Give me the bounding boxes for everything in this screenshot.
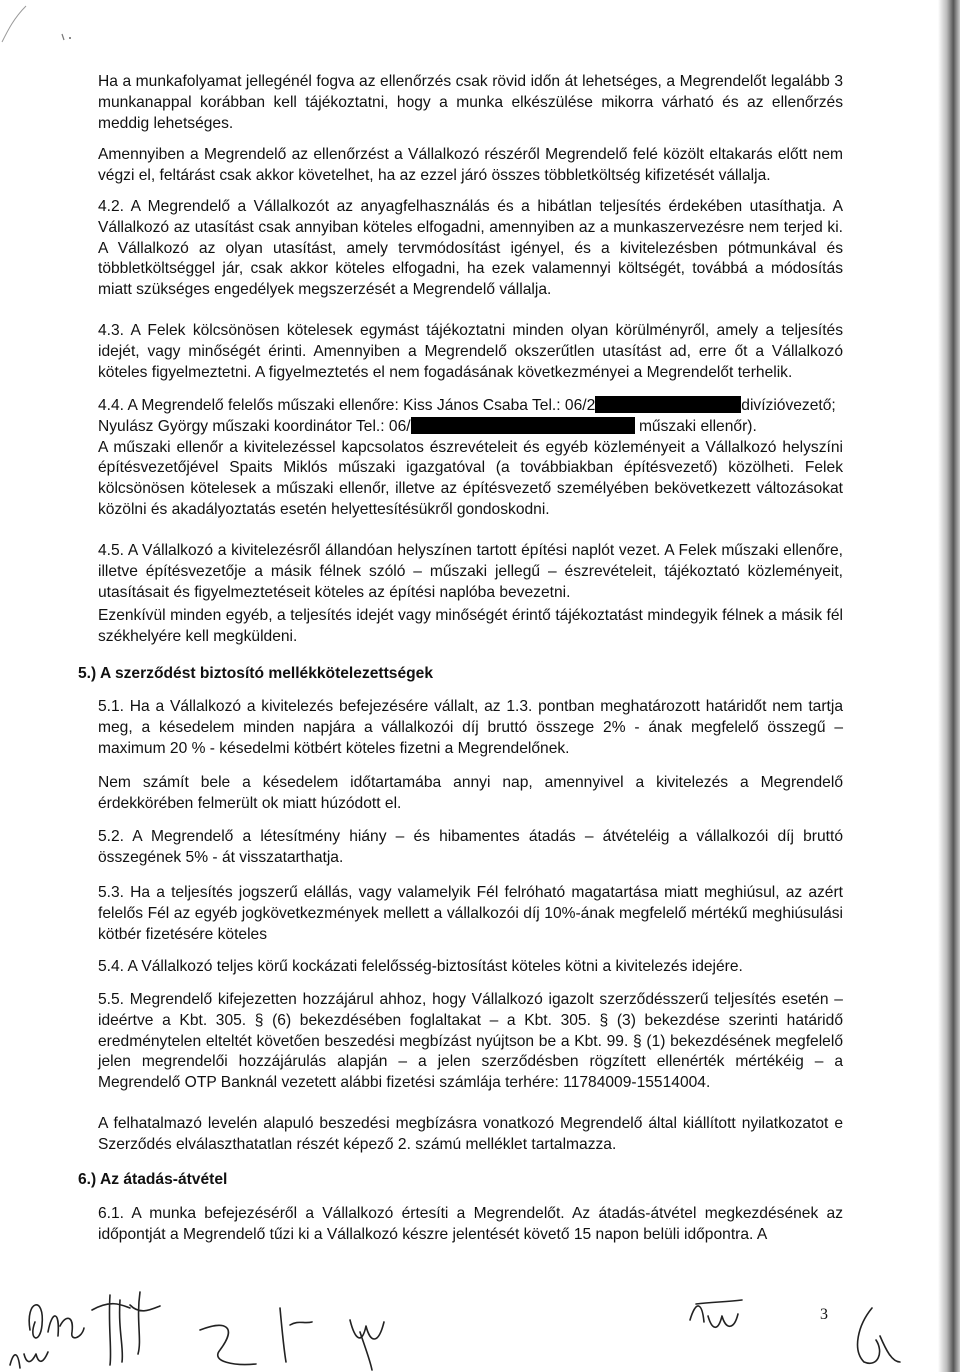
p44-text-5: A műszaki ellenőr a kivitelezéssel kapcsolatos észrevételeit és egyéb közleményeit a Vállalkozó helyszíni építésvezetőjével Spaits Miklós műszaki igazgatóval (a továbbiakban építésvezető) közölheti. Felek kölcsönösen kötelesek a műszaki ellenőr, illetve az építésvezető személyében bekövetkezett változásokat közölni és akadályoztatás esetén helyettesítésükről gondoskodni. xyxy=(98,438,843,518)
signatures-image xyxy=(0,1270,960,1372)
paragraph-5-5: 5.5. Megrendelő kifejezetten hozzájárul ahhoz, hogy Vállalkozó igazolt szerződésszerű teljesítés esetén – ideértve a Kbt. 305. § (6) bekezdésében foglaltakat – a Kbt. 305. § (3) bekezdése szerinti határidő eredménytelen elteltét követően beszedési megbízást nyújtson be a Kbt. 99. § (1) bekezdésének megfelelő jelen megrendelői hozzájárulás alapján – a jelen szerződésben rögzített ellenérték mértékéig – a Megrendelő OTP Banknál vezetett alábbi fizetési számlája terhére: 11784009-15514004. xyxy=(98,991,843,1092)
p44-text-2: divízióvezető; xyxy=(741,397,836,414)
redacted-phone-2 xyxy=(411,417,635,434)
p44-text-4: műszaki ellenőr). xyxy=(638,417,757,435)
paragraph-5-2: 5.2. A Megrendelő a létesítmény hiány – és hibamentes átadás – átvételéig a vállalkozói díj bruttó összegének 5% - át visszatarthatja. xyxy=(98,828,843,866)
section-6-heading: 6.) Az átadás-átvétel xyxy=(78,1171,228,1188)
page-number: 3 xyxy=(820,1306,828,1323)
redacted-phone-1 xyxy=(595,396,741,413)
paragraph-4-5: 4.5. A Vállalkozó a kivitelezésről állandóan helyszínen tartott építési naplót vezet. A Felek műszaki ellenőre, illetve építésvezetője a másik félnek szóló – műszaki jellegű – észrevételeit, tájékoztató közleményeit, utasításait és figyelmeztetéseit köteles az építési naplóba bevezetni. xyxy=(98,542,843,601)
paragraph-5-1: 5.1. Ha a Vállalkozó a kivitelezés befejezésére vállalt, az 1.3. pontban meghatározott határidőt nem tartja meg, a késedelem minden napjára a vállalkozói díj bruttó összege 2% - ának megfelelő összegű – maximum 20 % - késedelmi kötbért köteles fizetni a Megrendelőnek. xyxy=(98,698,843,757)
paragraph-6-1: 6.1. A munka befejezéséről a Vállalkozó értesíti a Megrendelőt. Az átadás-átvétel megkezdésének az időpontját a Megrendelő tűzi ki a Vállalkozó készre jelentését követő 15 napon belüli időpontra. A xyxy=(98,1205,843,1243)
paragraph-5-4: 5.4. A Vállalkozó teljes körű kockázati felelősség-biztosítást köteles kötni a kivitelezés idejére. xyxy=(98,958,743,975)
p44-text-3: Nyulász György műszaki koordinátor Tel.: 06/ xyxy=(98,417,411,435)
scan-corner-mark xyxy=(0,0,80,50)
scan-edge-shadow xyxy=(938,0,960,1372)
paragraph-4-5-cont: Ezenkívül minden egyéb, a teljesítés idejét vagy minőségét érintő tájékoztatást mindegyik félnek a másik fél székhelyére kell megküldeni. xyxy=(98,607,843,645)
p44-text-1: 4.4. A Megrendelő felelős műszaki ellenőre: Kiss János Csaba Tel.: 06/2 xyxy=(98,397,596,414)
paragraph-5-5-cont: A felhatalmazó levelén alapuló beszedési megbízásra vonatkozó Megrendelő által kiállított nyilatkozatot e Szerződés elválaszthatatlan részét képező 2. számú melléklet tartalmazza. xyxy=(98,1115,843,1153)
paragraph-inspection-notice: Ha a munkafolyamat jellegénél fogva az ellenőrzés csak rövid időn át lehetséges, a Megrendelőt legalább 3 munkanappal korábban kell tájékoztatni, hogy a munka elkészülése mikorra várható és az ellenőrzés meddig lehetséges. xyxy=(98,73,843,132)
paragraph-5-3: 5.3. Ha a teljesítés jogszerű elállás, vagy valamelyik Fél felróható magatartása miatt meghiúsul, az azért felelős Fél az egyéb jogkövetkezmények mellett a vállalkozói díj 10%-ának megfelelő mértékű meghiúsulási kötbér fizetésére köteles xyxy=(98,884,843,943)
paragraph-4-3: 4.3. A Felek kölcsönösen kötelesek egymást tájékoztatni minden olyan körülményről, amely a teljesítés idejét, vagy minőségét érinti. Amennyiben a Megrendelő okszerűtlen utasítást ad, erre őt a Vállalkozó köteles figyelmeztetni. A figyelmeztetés el nem fogadásának következményei a Megrendelőt terhelik. xyxy=(98,322,843,381)
section-5-heading: 5.) A szerződést biztosító mellékkötelezettségek xyxy=(78,665,434,682)
paragraph-5-1-cont: Nem számít bele a késedelem időtartamába annyi nap, amennyivel a kivitelezés a Megrendelő érdekkörében felmerült ok miatt húzódott el. xyxy=(98,774,843,812)
paragraph-4-4 xyxy=(98,396,843,521)
paragraph-inspection-cost: Amennyiben a Megrendelő az ellenőrzést a Vállalkozó részéről Megrendelő felé közölt eltakarás előtt nem végzi el, feltárást csak akkor követelhet, ha az ezzel járó összes többletköltség kifizetését vállalja. xyxy=(98,146,843,184)
paragraph-4-2: 4.2. A Megrendelő a Vállalkozót az anyagfelhasználás és a hibátlan teljesítés érdekében utasíthatja. A Vállalkozó az utasítást csak annyiban köteles elfogadni, amennyiben az a munkaszervezésre nem terjed ki. A Vállalkozó az olyan utasítást, amely tervmódosítást igényel, és a kivitelezésben pótmunkával és többletköltséggel jár, csak akkor köteles elfogadni, ha ezek valamennyi költségét, továbbá a módosítás miatt szükséges engedélyek megszerzését a Megrendelő vállalja. xyxy=(98,198,843,299)
